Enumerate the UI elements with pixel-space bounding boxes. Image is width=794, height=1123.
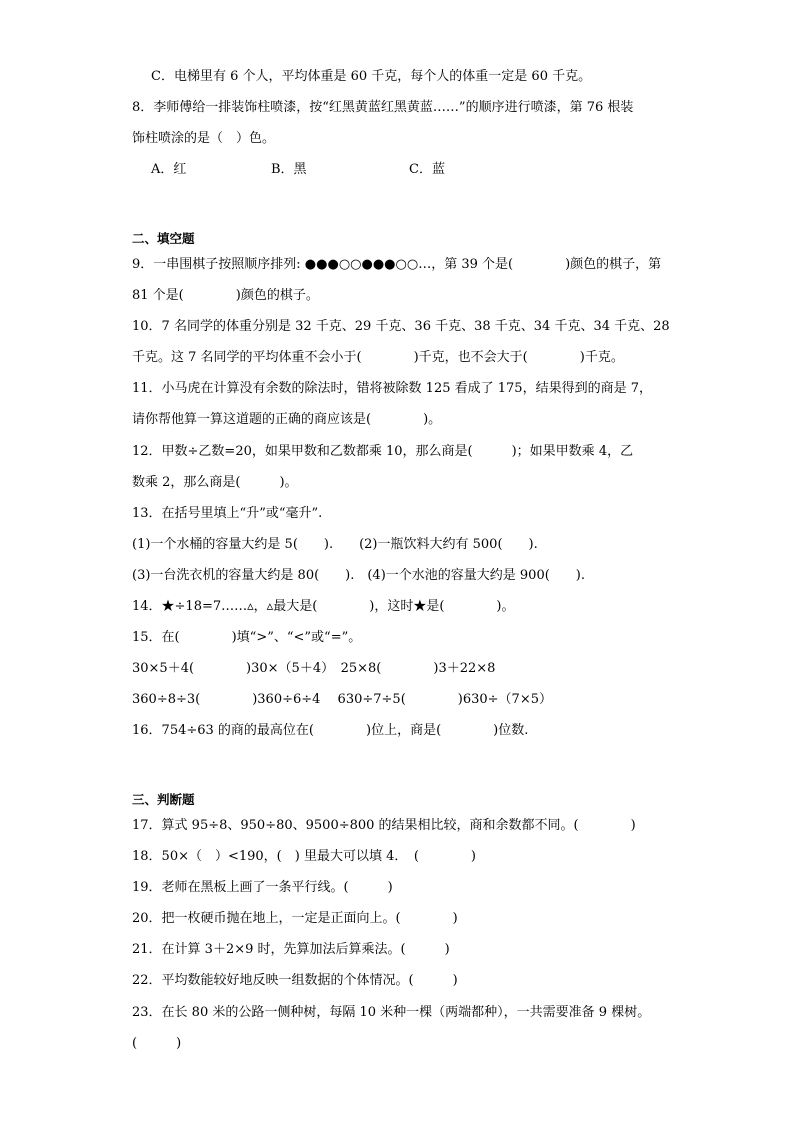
question-9-line-1: 9．一串围棋子按照顺序排列: ●●●○○●●●○○…，第 39 个是( )颜色的棋子，第 bbox=[132, 257, 662, 272]
question-8-option-a: A．红 bbox=[151, 162, 187, 177]
question-7-option-c: C．电梯里有 6 个人，平均体重是 60 千克，每个人的体重一定是 60 千克。 bbox=[151, 69, 592, 84]
question-8-option-c: C．蓝 bbox=[409, 162, 445, 177]
section-heading-true-false: 三、判断题 bbox=[132, 792, 195, 807]
question-22: 22．平均数能较好地反映一组数据的个体情况。( ) bbox=[132, 973, 458, 988]
question-16: 16．754÷63 的商的最高位在( )位上，商是( )位数. bbox=[132, 723, 529, 738]
question-10-line-2: 千克。这 7 名同学的平均体重不会小于( )千克，也不会大于( )千克。 bbox=[132, 350, 624, 365]
question-12-line-1: 12．甲数÷乙数=20，如果甲数和乙数都乘 10，那么商是( )；如果甲数乘 4，乙 bbox=[132, 444, 634, 459]
question-17: 17．算式 95÷8、950÷80、9500÷800 的结果相比较，商和余数都不同。( ) bbox=[132, 818, 636, 833]
question-19: 19．老师在黑板上画了一条平行线。( ) bbox=[132, 880, 393, 895]
question-18: 18．50×（ ）<190，( ) 里最大可以填 4． ( ) bbox=[132, 849, 477, 864]
question-12-line-2: 数乘 2，那么商是( )。 bbox=[132, 475, 298, 490]
question-20: 20．把一枚硬币抛在地上，一定是正面向上。( ) bbox=[132, 911, 458, 926]
question-8-line-2: 饰柱喷涂的是（ ）色。 bbox=[132, 131, 276, 146]
question-15-row-2: 360÷8÷3( )360÷6÷4 630÷7÷5( )630÷（7×5） bbox=[132, 692, 552, 707]
question-11-line-2: 请你帮他算一算这道题的正确的商应该是( )。 bbox=[132, 412, 442, 427]
question-13-row-1: (1)一个水桶的容量大约是 5( ). (2)一瓶饮料大约有 500( ). bbox=[132, 537, 538, 552]
question-8-line-1: 8．李师傅给一排装饰柱喷漆，按“红黑黄蓝红黑黄蓝……”的顺序进行喷漆，第 76 根装 bbox=[132, 100, 634, 115]
section-heading-fill-in: 二、填空题 bbox=[132, 231, 195, 246]
question-10-line-1: 10．7 名同学的体重分别是 32 千克、29 千克、36 千克、38 千克、34 千克、34 千克、28 bbox=[132, 319, 670, 334]
question-9-line-2: 81 个是( )颜色的棋子。 bbox=[132, 288, 319, 303]
question-8-option-b: B．黑 bbox=[271, 162, 307, 177]
question-13-stem: 13．在括号里填上“升”或“毫升”. bbox=[132, 506, 323, 521]
question-13-row-2: (3)一台洗衣机的容量大约是 80( ). (4)一个水池的容量大约是 900( ). bbox=[132, 568, 586, 583]
question-15-stem: 15．在( )填“>”、“<”或“=”。 bbox=[132, 630, 362, 645]
question-23-line-1: 23．在长 80 米的公路一侧种树，每隔 10 米种一棵（两端都种），一共需要准备 9 棵树。 bbox=[132, 1005, 651, 1020]
question-11-line-1: 11．小马虎在计算没有余数的除法时，错将被除数 125 看成了 175，结果得到的商是 7， bbox=[132, 381, 652, 396]
question-23-line-2: ( ) bbox=[132, 1036, 182, 1051]
question-15-row-1: 30×5＋4( )30×（5＋4） 25×8( )3＋22×8 bbox=[132, 661, 496, 676]
question-14: 14．★÷18=7……▵，▵最大是( )，这时★是( )。 bbox=[132, 599, 515, 614]
question-21: 21．在计算 3＋2×9 时，先算加法后算乘法。( ) bbox=[132, 942, 450, 957]
